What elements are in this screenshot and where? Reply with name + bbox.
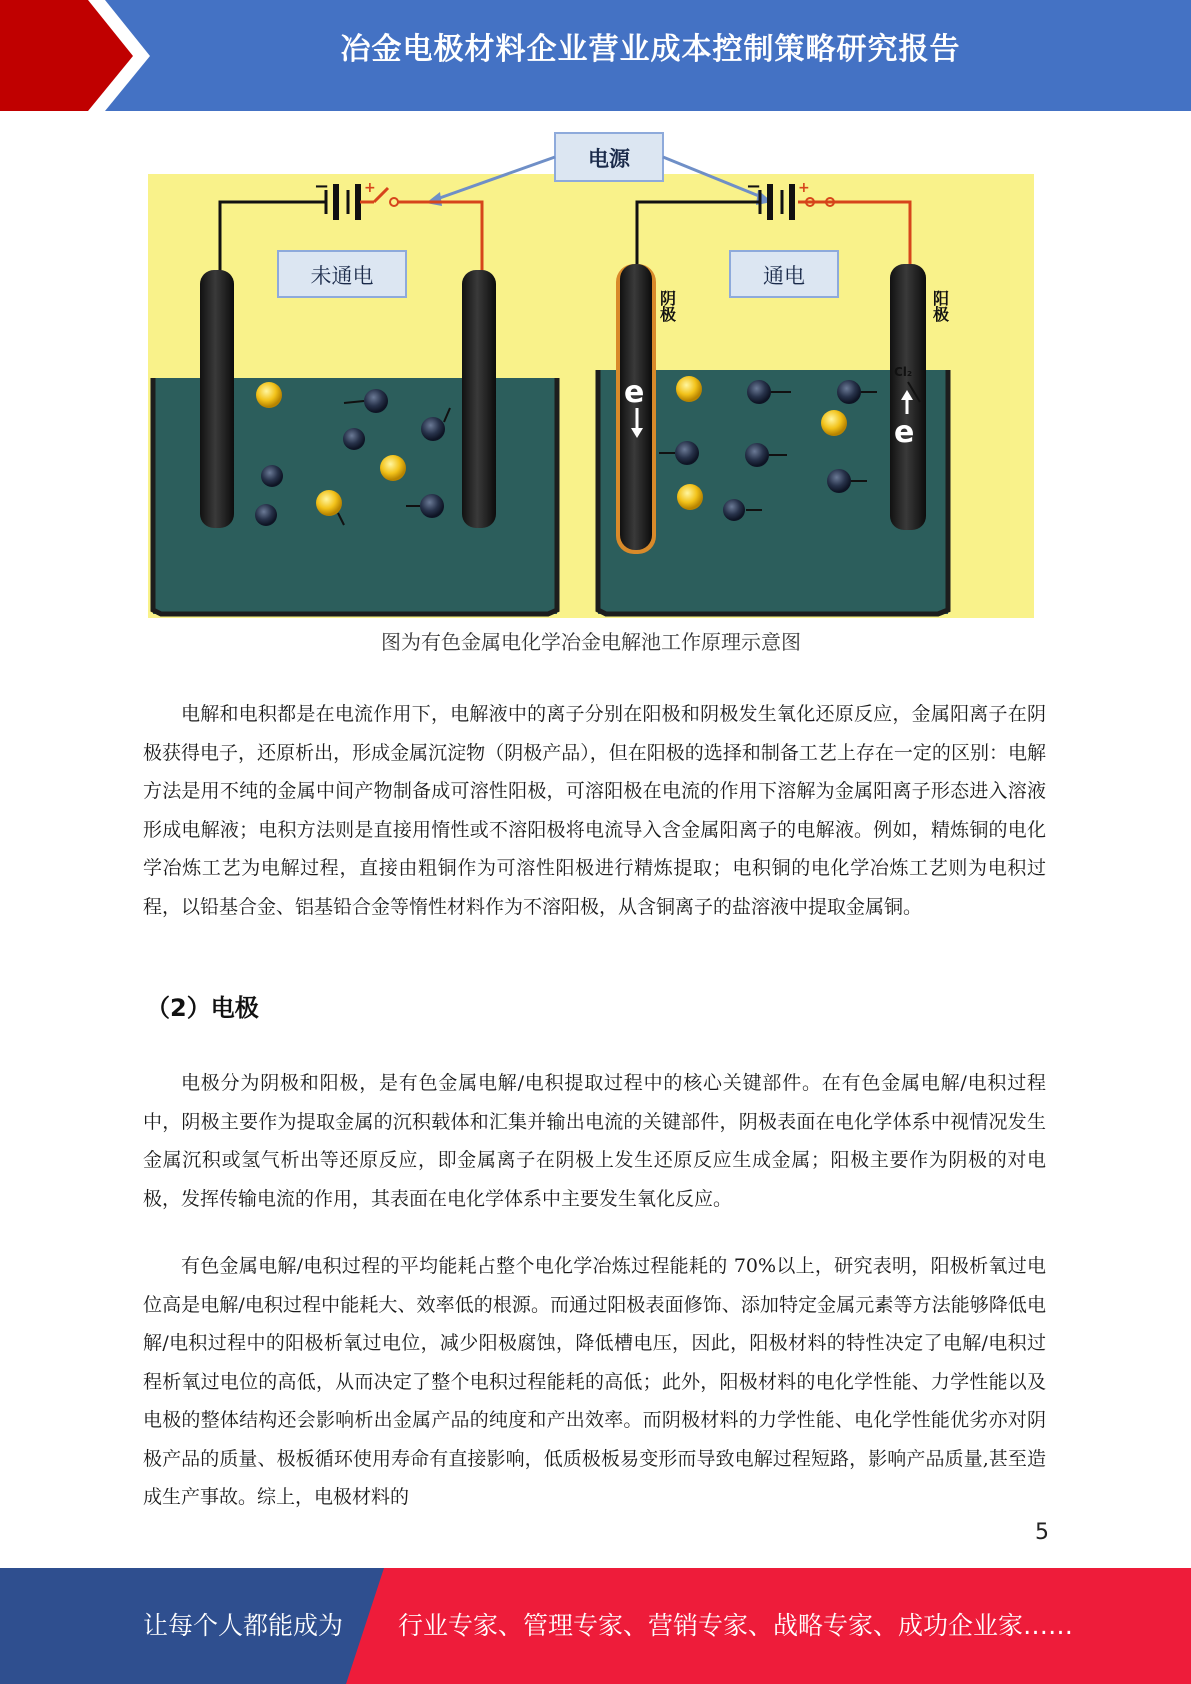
body-paragraph-2: 电极分为阴极和阳极，是有色金属电解/电积提取过程中的核心关键部件。在有色金属电解/电积过程中，阴极主要作为提取金属的沉积载体和汇集并输出电流的关键部件，阴极表面在电化学体系中视情况发生金属沉积或氢气析出等还原反应，即金属离子在阴极上发生还原反应生成金属；阳极主要作为阴极的对电极，发挥传输电流的作用，其表面在电化学体系中主要发生氧化反应。 xyxy=(143,1072,1046,1210)
page-footer xyxy=(0,1568,1191,1684)
anode-electron-symbol: e xyxy=(894,415,915,450)
header-arrow-decoration xyxy=(0,0,160,111)
footer-slogan-left: 让每个人都能成为 xyxy=(143,1611,344,1640)
left-electrode-1 xyxy=(200,270,234,528)
left-state-label: 未通电 xyxy=(310,264,374,288)
electrolysis-diagram xyxy=(148,130,1034,618)
report-title: 冶金电极材料企业营业成本控制策略研究报告 xyxy=(340,32,961,67)
page-number: 5 xyxy=(1035,1520,1049,1545)
svg-text:−: − xyxy=(314,176,330,197)
left-electrode-2 xyxy=(462,270,496,528)
right-state-label: 通电 xyxy=(763,264,805,288)
cathode-electron-symbol: e xyxy=(624,375,645,410)
section-heading: （2）电极 xyxy=(146,994,259,1022)
body-paragraph-3: 有色金属电解/电积过程的平均能耗占整个电化学冶炼过程能耗的 70%以上，研究表明，阳极析氧过电位高是电解/电积过程中能耗大、效率低的根源。而通过阳极表面修饰、添加特定金属元素等方法能够降低电解/电积过程中的阳极析氧过电位，减少阳极腐蚀，降低槽电压，因此，阳极材料的特性决定了电解/电积过程析氧过电位的高低，从而决定了整个电积过程能耗的高低；此外，阳极材料的电化学性能、力学性能以及电极的整体结构还会影响析出金属产品的纯度和产出效率。而阴极材料的力学性能、电化学性能优劣亦对阴极产品的质量、极板循环使用寿命有直接影响，低质极板易变形而导致电解过程短路，影响产品质量,甚至造成生产事故。综上，电极材料的 xyxy=(143,1255,1046,1508)
power-source-box xyxy=(555,133,663,181)
svg-text:−: − xyxy=(746,176,762,197)
page-header xyxy=(0,0,1191,111)
svg-text:+: + xyxy=(798,180,810,196)
figure-caption: 图为有色金属电化学冶金电解池工作原理示意图 xyxy=(381,630,801,654)
body-paragraph-1: 电解和电积都是在电流作用下，电解液中的离子分别在阳极和阴极发生氧化还原反应，金属阳离子在阴极获得电子，还原析出，形成金属沉淀物（阴极产品），但在阳极的选择和制备工艺上存在一定的区别：电解方法是用不纯的金属中间产物制备成可溶性阳极，可溶阳极在电流的作用下溶解为金属阳离子形态进入溶液形成电解液；电积方法则是直接用惰性或不溶阳极将电流导入含金属阳离子的电解液。例如，精炼铜的电化学冶炼工艺为电解过程，直接由粗铜作为可溶性阳极进行精炼提取；电积铜的电化学冶炼工艺则为电积过程，以铅基合金、铝基铅合金等惰性材料作为不溶阳极，从含铜离子的盐溶液中提取金属铜。 xyxy=(143,703,1046,918)
power-source-label: 电源 xyxy=(588,147,630,171)
gas-label: Cl₂ xyxy=(894,365,913,379)
cathode-label: 阴极 xyxy=(657,290,677,322)
anode-label: 阳极 xyxy=(930,290,950,322)
svg-text:+: + xyxy=(364,180,376,196)
footer-slogan-right: 行业专家、管理专家、营销专家、战略专家、成功企业家…… xyxy=(398,1611,1074,1640)
